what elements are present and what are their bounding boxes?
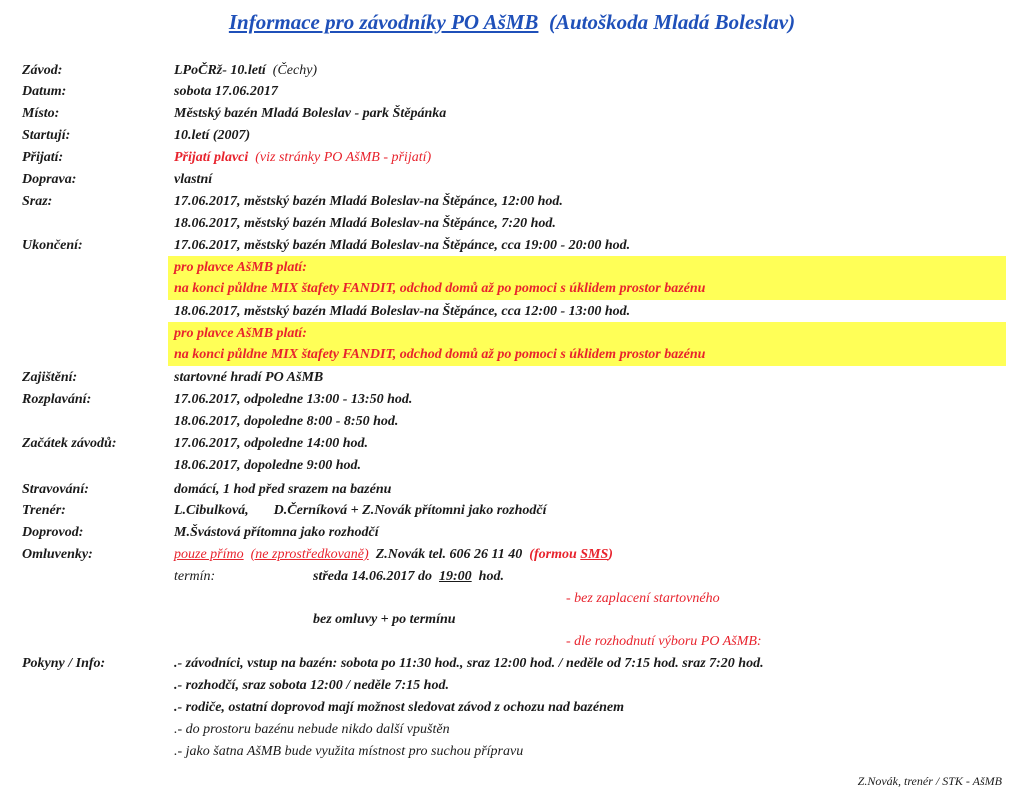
- value-doprava: vlastní: [174, 172, 213, 187]
- label-ukonceni: Ukončení:: [22, 238, 83, 253]
- bez-omluvy: bez omluvy + po termínu: [313, 612, 456, 627]
- pokyny-item: .- do prostoru bazénu nebude nikdo další vpuštěn: [174, 722, 450, 737]
- value-prijati[interactable]: [174, 147, 431, 169]
- label-sraz: Sraz:: [22, 194, 53, 209]
- label-prijati: Přijatí:: [22, 150, 64, 165]
- termin-time: 19:00: [439, 569, 472, 584]
- label-zajisteni: Zajištění:: [22, 370, 78, 385]
- omluvenky-p4: (formou: [529, 547, 577, 562]
- zacatek-line-1: 17.06.2017, odpoledne 14:00 hod.: [174, 436, 369, 451]
- value-stravovani: domácí, 1 hod před srazem na bazénu: [174, 482, 392, 497]
- ukonceni-line-1: 17.06.2017, městský bazén Mladá Boleslav-na Štěpánce, cca 19:00 - 20:00 hod.: [174, 238, 631, 253]
- highlight-2-line-a: pro plavce AšMB platí:: [174, 326, 307, 341]
- label-startuji: Startují:: [22, 128, 71, 143]
- omluvenky-p1: pouze přímo: [174, 547, 244, 562]
- termin-label: termín:: [174, 569, 216, 584]
- title-sub: (Autoškoda Mladá Boleslav): [548, 10, 796, 34]
- value-doprovod: M.Švástová přítomna jako rozhodčí: [174, 525, 379, 540]
- termin-b: hod.: [478, 569, 504, 584]
- label-datum: Datum:: [22, 84, 67, 99]
- value-datum: sobota 17.06.2017: [174, 84, 278, 99]
- highlight-1-line-a: pro plavce AšMB platí:: [174, 260, 307, 275]
- sraz-line-1: 17.06.2017, městský bazén Mladá Boleslav-na Štěpánce, 12:00 hod.: [174, 194, 563, 209]
- label-doprava: Doprava:: [22, 172, 77, 187]
- rozplavani-line-1: 17.06.2017, odpoledne 13:00 - 13:50 hod.: [174, 392, 413, 407]
- termin-value: [313, 566, 504, 588]
- omluvenky-p6: ): [608, 547, 613, 562]
- omluvenky-p2: (ne zprostředkovaně): [250, 547, 369, 562]
- title-main: Informace pro závodníky PO AšMB: [228, 10, 539, 34]
- zacatek-line-2: 18.06.2017, dopoledne 9:00 hod.: [174, 458, 362, 473]
- label-doprovod: Doprovod:: [22, 525, 84, 540]
- omluvenky-sms: SMS: [580, 547, 609, 562]
- pokyny-item: .- závodníci, vstup na bazén: sobota po 11:30 hod., sraz 12:00 hod. / neděle od 7:15 hod. sraz 7:20 hod.: [174, 656, 764, 671]
- pokyny-item: .- jako šatna AšMB bude využita místnost pro suchou přípravu: [174, 744, 524, 759]
- label-trener: Trenér:: [22, 503, 66, 518]
- value-omluvenky: [174, 544, 613, 566]
- value-startuji: 10.letí (2007): [174, 128, 251, 143]
- label-misto: Místo:: [22, 106, 60, 121]
- label-pokyny: Pokyny / Info:: [22, 656, 106, 671]
- note-bez-zaplaceni: - bez zaplacení startovného: [566, 591, 720, 606]
- ukonceni-line-2: 18.06.2017, městský bazén Mladá Boleslav-na Štěpánce, cca 12:00 - 13:00 hod.: [174, 304, 631, 319]
- rozplavani-line-2: 18.06.2017, dopoledne 8:00 - 8:50 hod.: [174, 414, 399, 429]
- termin-a: středa 14.06.2017 do: [313, 569, 432, 584]
- value-misto: Městský bazén Mladá Boleslav - park Štěpánka: [174, 106, 447, 121]
- footer-signature: Z.Novák, trenér / STK - AšMB: [857, 774, 1002, 788]
- label-omluvenky: Omluvenky:: [22, 547, 93, 562]
- zavod-region: (Čechy): [272, 63, 318, 78]
- omluvenky-contact: Z.Novák tel. 606 26 11 40: [375, 547, 523, 562]
- note-dle-rozhodnuti: - dle rozhodnutí výboru PO AšMB:: [566, 634, 762, 649]
- highlight-1-line-b: na konci půldne MIX štafety FANDIT, odchod domů až po pomoci s úklidem prostor bazénu: [174, 281, 706, 296]
- value-trener: [174, 500, 547, 522]
- label-zavod: Závod:: [22, 63, 63, 78]
- document-title: [0, 10, 1024, 35]
- label-zacatek: Začátek závodů:: [22, 436, 117, 451]
- pokyny-item: .- rozhodčí, sraz sobota 12:00 / neděle 7:15 hod.: [174, 678, 449, 693]
- value-zajisteni: startovné hradí PO AšMB: [174, 370, 324, 385]
- highlight-2-line-b: na konci půldne MIX štafety FANDIT, odchod domů až po pomoci s úklidem prostor bazénu: [174, 347, 706, 362]
- zavod-name: LPoČRž- 10.letí: [174, 63, 266, 78]
- pokyny-item: .- rodiče, ostatní doprovod mají možnost sledovat závod z ochozu nad bazénem: [174, 700, 624, 715]
- label-stravovani: Stravování:: [22, 482, 89, 497]
- prijati-note: (viz stránky PO AšMB - přijatí): [255, 150, 432, 165]
- label-rozplavani: Rozplavání:: [22, 392, 92, 407]
- trener-b: D.Černíková + Z.Novák přítomni jako rozhodčí: [273, 503, 547, 518]
- prijati-link[interactable]: Přijatí plavci: [174, 150, 249, 165]
- value-zavod: [174, 60, 317, 82]
- sraz-line-2: 18.06.2017, městský bazén Mladá Boleslav-na Štěpánce, 7:20 hod.: [174, 216, 556, 231]
- trener-a: L.Cibulková,: [174, 503, 249, 518]
